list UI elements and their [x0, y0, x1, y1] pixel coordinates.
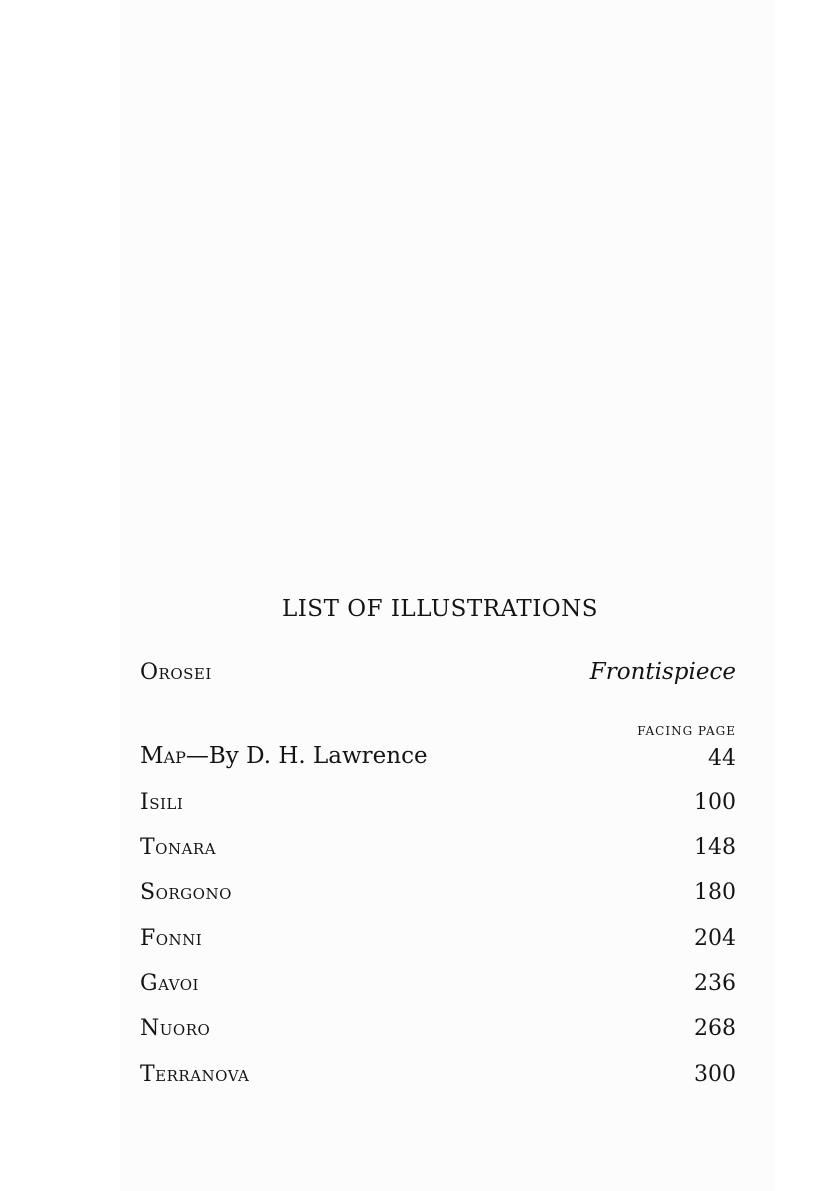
- page-title: LIST OF ILLUSTRATIONS: [281, 596, 599, 622]
- list-item-page: 100: [694, 790, 736, 815]
- facing-page-note: FACING PAGE: [637, 724, 736, 738]
- list-item-label: Tonara: [140, 835, 217, 860]
- list-item-label: Isili: [140, 790, 184, 815]
- list-item-page: 148: [694, 835, 736, 860]
- list-item-page: 236: [694, 971, 736, 996]
- list-item-label-rest: —By D. H. Lawrence: [185, 743, 428, 769]
- list-item-label: Orosei: [140, 660, 212, 685]
- list-item-label-prefix: Map: [140, 743, 186, 769]
- list-item-label: Gavoi: [140, 971, 199, 996]
- list-item-page: 44: [708, 746, 736, 771]
- list-item-label: [140, 743, 428, 769]
- list-item-page: 204: [694, 926, 736, 951]
- list-item-label: Nuoro: [140, 1016, 211, 1041]
- list-item-page: 268: [694, 1016, 736, 1041]
- list-item-page: 300: [694, 1062, 736, 1087]
- list-item-label: Terranova: [140, 1062, 250, 1087]
- list-item-page: 180: [694, 880, 736, 905]
- list-item-label: Sorgono: [140, 880, 232, 905]
- list-item-page: Frontispiece: [589, 659, 736, 685]
- list-item-label: Fonni: [140, 926, 203, 951]
